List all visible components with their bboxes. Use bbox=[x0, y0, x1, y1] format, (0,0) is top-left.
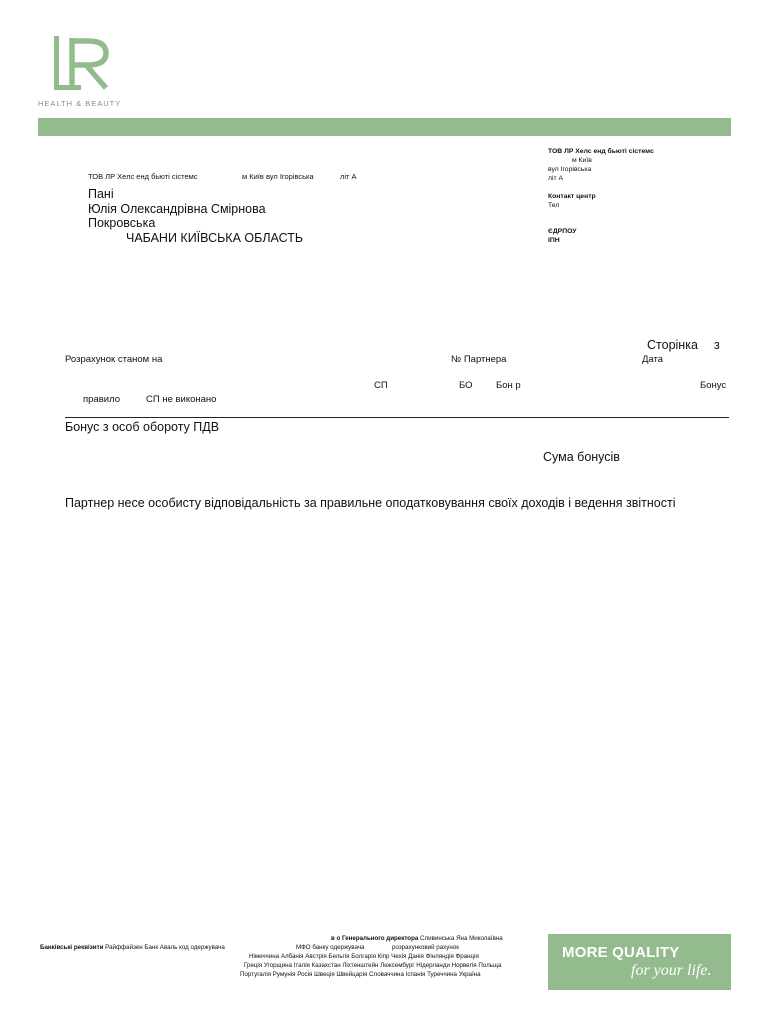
recipient-name: Юлія Олександрівна Смірнова bbox=[88, 202, 266, 216]
bank-name: Райффайзен Банк Аваль код одержувача bbox=[105, 944, 225, 951]
column-sp: СП bbox=[374, 380, 388, 391]
director-name: Сливинська Яна Миколаївна bbox=[420, 935, 503, 942]
countries-line-2: Греція Угорщина Італія Казахстан Ліхтенштейн Люксембург Нідерланди Норвегія Польща bbox=[244, 962, 502, 969]
countries-line-3: Португалія Румунія Росія Швеція Швейцарія Словаччина Іспанія Туреччина Україна bbox=[240, 971, 481, 978]
recipient-street: Покровська bbox=[88, 216, 156, 230]
sp-not-met-label: СП не виконано bbox=[146, 394, 217, 405]
recipient-salutation: Пані bbox=[88, 187, 114, 201]
countries-line-1: Німеччина Албанія Австрія Бельгія Болгарія Кіпр Чехія Данія Фінляндія Франція bbox=[249, 953, 479, 960]
column-bonus: Бонус bbox=[700, 380, 727, 391]
account-label: розрахунковий рахунок bbox=[392, 944, 459, 951]
statement-as-of: Розрахунок станом на bbox=[65, 354, 163, 365]
bonus-sum-label: Сума бонусів bbox=[543, 450, 620, 464]
brand-tagline: HEALTH & BEAUTY bbox=[38, 99, 122, 108]
column-bon-r: Бон р bbox=[496, 380, 521, 391]
bank-details-label: Банківські реквізити bbox=[40, 944, 104, 951]
recipient-locality: ЧАБАНИ КИЇВСЬКА ОБЛАСТЬ bbox=[126, 231, 304, 245]
company-building: літ А bbox=[548, 175, 564, 182]
slogan-box bbox=[548, 934, 731, 990]
slogan-line-2: for your life. bbox=[631, 962, 712, 979]
lr-logo bbox=[54, 36, 110, 90]
company-name: ТОВ ЛР Хелс енд бьюті сістемс bbox=[548, 148, 654, 155]
header-band bbox=[38, 118, 731, 136]
company-street: вул Ігорівська bbox=[548, 166, 592, 173]
director-title: в о Генерального директора bbox=[331, 935, 419, 942]
lr-logo-icon bbox=[54, 36, 110, 90]
company-city: м Київ bbox=[572, 157, 592, 164]
rule-label: правило bbox=[83, 394, 120, 405]
sender-company: ТОВ ЛР Хелс енд бьюті сістемс bbox=[88, 172, 198, 181]
sender-city: м Київ вул Ігорівська bbox=[242, 172, 314, 181]
partner-number-label: № Партнера bbox=[451, 354, 507, 365]
bonus-personal-turnover: Бонус з особ обороту ПДВ bbox=[65, 420, 220, 434]
column-bo: БО bbox=[459, 380, 473, 391]
ipn-label: ІПН bbox=[548, 237, 560, 244]
page-of: з bbox=[714, 338, 720, 352]
mfo-label: МФО банку одержувача bbox=[296, 944, 365, 951]
page-label: Сторінка bbox=[647, 338, 698, 352]
date-label: Дата bbox=[642, 354, 664, 365]
table-divider bbox=[65, 417, 729, 418]
contact-center-label: Контакт центр bbox=[548, 193, 596, 200]
edrpou-label: ЄДРПОУ bbox=[548, 228, 577, 235]
phone-label: Тел bbox=[548, 202, 560, 209]
sender-building: літ А bbox=[340, 172, 357, 181]
tax-disclaimer: Партнер несе особисту відповідальність за правильне оподатковування своїх доходів і ведення звітності bbox=[65, 496, 676, 510]
slogan-line-1: MORE QUALITY bbox=[562, 944, 680, 961]
